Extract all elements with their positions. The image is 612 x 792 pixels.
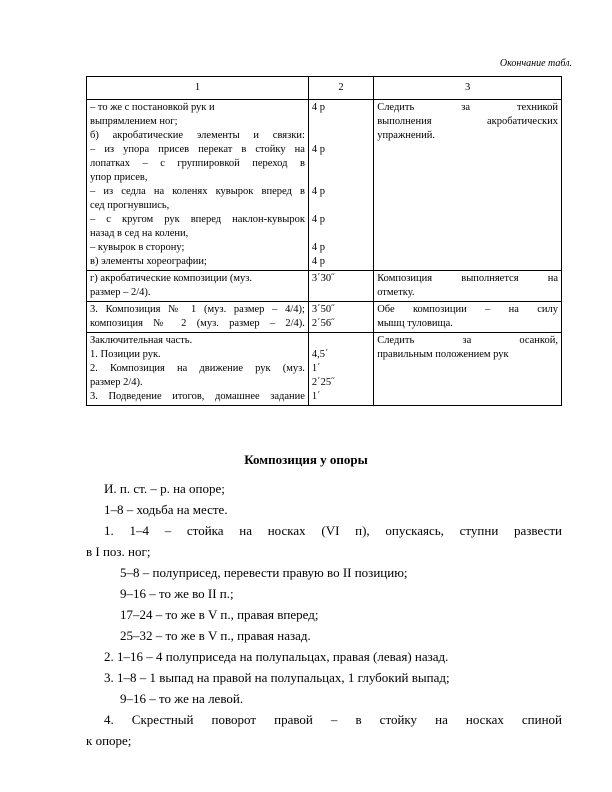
cell-line bbox=[312, 334, 370, 348]
column-header: 1 bbox=[87, 77, 309, 100]
table-cell bbox=[87, 271, 309, 302]
composition-body bbox=[86, 478, 562, 751]
cell-line: композиция № 2 (муз. размер – 2/4). bbox=[90, 318, 305, 329]
table-cell bbox=[374, 100, 562, 271]
table-cell bbox=[308, 100, 373, 271]
cell-line: 3. Подведение итогов, домашнее задание bbox=[90, 391, 305, 402]
cell-line: 4,5΄ bbox=[311, 349, 329, 360]
table-cell bbox=[308, 333, 373, 406]
cell-line: б) акробатические элементы и связки: bbox=[90, 130, 305, 141]
cell-line: – то же с постановкой рук и bbox=[90, 102, 215, 113]
text-line: И. п. ст. – р. на опоре; bbox=[104, 481, 225, 496]
cell-line: отметку. bbox=[377, 287, 415, 298]
table-header-row bbox=[87, 77, 562, 100]
continuation-label: Окончание табл. bbox=[499, 58, 572, 69]
cell-line bbox=[312, 171, 370, 185]
cell-line: – из упора присев перекат в стойку на bbox=[90, 144, 305, 155]
cell-line bbox=[312, 157, 370, 171]
cell-line: назад в сед на колени, bbox=[90, 228, 189, 239]
cell-line: Заключительная часть. bbox=[90, 335, 193, 346]
cell-line: 4 р bbox=[311, 256, 326, 267]
cell-line: 1. Позиции рук. bbox=[90, 349, 161, 360]
cell-line: 4 р bbox=[311, 186, 326, 197]
table-cell bbox=[374, 333, 562, 406]
text-line: 1. 1–4 – стойка на носках (VI п), опускаясь, ступни развести bbox=[104, 523, 562, 538]
text-line: 1–8 – ходьба на месте. bbox=[104, 502, 228, 517]
cell-line bbox=[312, 227, 370, 241]
cell-line: размер – 2/4). bbox=[90, 287, 151, 298]
cell-line: – с кругом рук вперед наклон-кувырок bbox=[90, 214, 305, 225]
cell-line: 3΄50˝ bbox=[311, 304, 335, 315]
cell-line: – кувырок в сторону; bbox=[90, 242, 185, 253]
cell-line: – из седла на коленях кувырок вперед в bbox=[90, 186, 305, 197]
cell-line: Обе композиции – на силу bbox=[377, 304, 558, 315]
table-row bbox=[87, 271, 562, 302]
text-line: 9–16 – то же во II п.; bbox=[120, 586, 234, 601]
cell-line bbox=[312, 115, 370, 129]
cell-line: Следить за осанкой, bbox=[377, 335, 558, 346]
text-line: 9–16 – то же на левой. bbox=[120, 691, 244, 706]
cell-line: 4 р bbox=[311, 144, 326, 155]
cell-line: мышц туловища. bbox=[377, 318, 453, 329]
table-cell bbox=[87, 100, 309, 271]
text-line: 3. 1–8 – 1 выпад на правой на полупальцах, 1 глубокий выпад; bbox=[104, 670, 450, 685]
cell-line: выпрямлением ног; bbox=[90, 116, 178, 127]
cell-line: 1΄ bbox=[311, 363, 321, 374]
cell-line: 4 р bbox=[311, 102, 326, 113]
text-line: 2. 1–16 – 4 полуприседа на полупальцах, правая (левая) назад. bbox=[104, 649, 449, 664]
table-cell bbox=[374, 271, 562, 302]
text-line: 4. Скрестный поворот правой – в стойку на носках спиной bbox=[104, 712, 562, 727]
composition-title: Композиция у опоры bbox=[244, 452, 368, 467]
cell-line: лопатках – с группировкой переход в bbox=[90, 158, 305, 169]
text-line: 17–24 – то же в V п., правая вперед; bbox=[120, 607, 319, 622]
cell-line: г) акробатические композиции (муз. bbox=[90, 273, 253, 284]
table-cell bbox=[374, 302, 562, 333]
cell-line: сед прогнувшись, bbox=[90, 200, 170, 211]
text-line: 25–32 – то же в V п., правая назад. bbox=[120, 628, 311, 643]
cell-line: 4 р bbox=[311, 214, 326, 225]
text-line: 5–8 – полуприсед, перевести правую во II позицию; bbox=[120, 565, 408, 580]
cell-line: 2. Композиция на движение рук (муз. bbox=[90, 363, 305, 374]
cell-line: 4 р bbox=[311, 242, 326, 253]
cell-line: Следить за техникой bbox=[377, 102, 558, 113]
cell-line: размер 2/4). bbox=[90, 377, 143, 388]
cell-line bbox=[312, 129, 370, 143]
table-cell bbox=[87, 333, 309, 406]
text-line: к опоре; bbox=[86, 733, 132, 748]
cell-line: 3΄30˝ bbox=[311, 273, 335, 284]
cell-line: упражнений. bbox=[377, 130, 435, 141]
cell-line: упор присев, bbox=[90, 172, 148, 183]
column-header: 2 bbox=[308, 77, 373, 100]
cell-line bbox=[312, 199, 370, 213]
lesson-table bbox=[86, 76, 562, 406]
cell-line: Композиция выполняется на bbox=[377, 273, 558, 284]
cell-line: в) элементы хореографии; bbox=[90, 256, 207, 267]
cell-line: 3. Композиция № 1 (муз. размер – 4/4); bbox=[90, 304, 305, 315]
table-cell bbox=[308, 271, 373, 302]
table-row bbox=[87, 100, 562, 271]
cell-line: правильным положением рук bbox=[377, 349, 509, 360]
cell-line: выполнения акробатических bbox=[377, 116, 558, 127]
table-row bbox=[87, 302, 562, 333]
text-line: в I поз. ног; bbox=[86, 544, 151, 559]
column-header: 3 bbox=[374, 77, 562, 100]
table-cell bbox=[308, 302, 373, 333]
cell-line: 2΄25˝ bbox=[311, 377, 335, 388]
cell-line: 2΄56˝ bbox=[311, 318, 335, 329]
table-cell bbox=[87, 302, 309, 333]
cell-line: 1΄ bbox=[311, 391, 321, 402]
table-row bbox=[87, 333, 562, 406]
